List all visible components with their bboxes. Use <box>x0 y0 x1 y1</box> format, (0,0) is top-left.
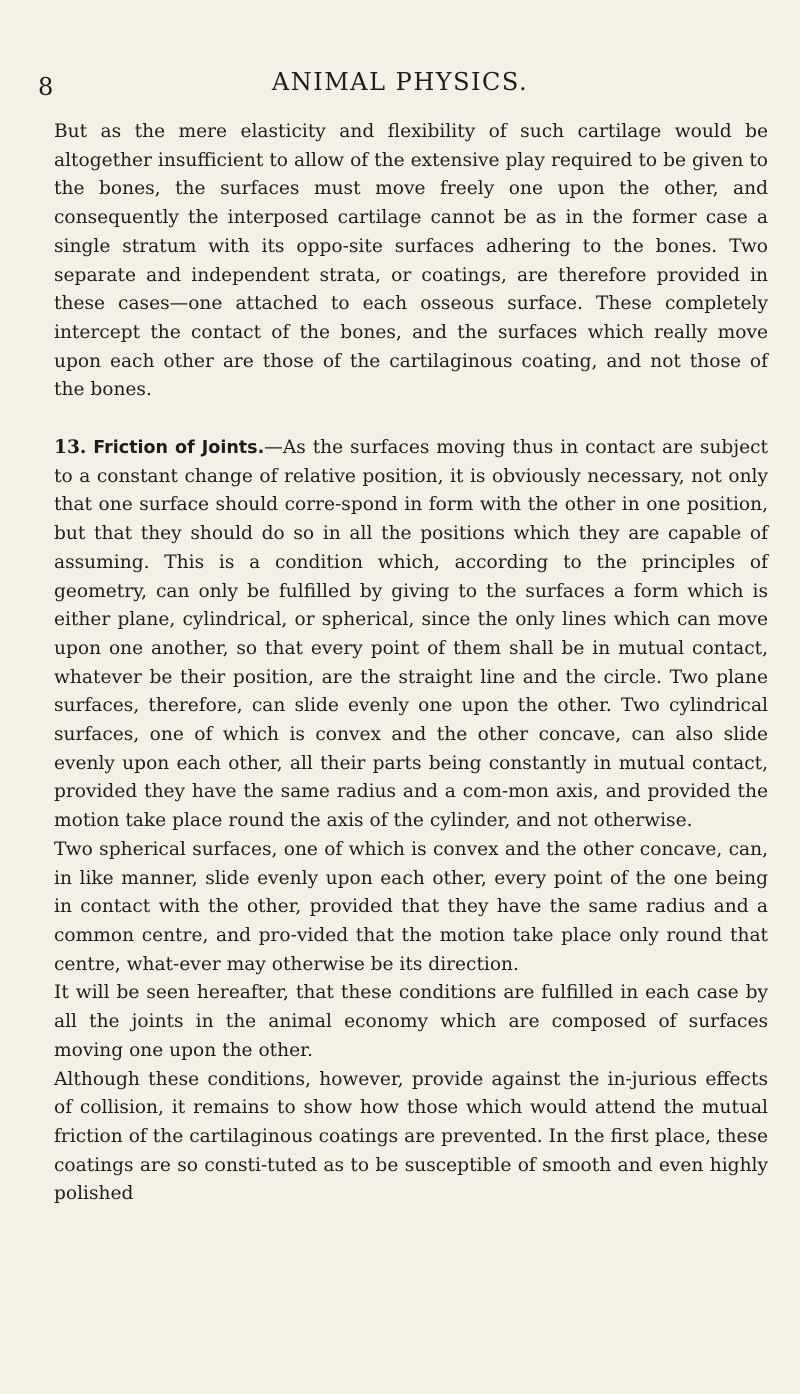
page-number: 8 <box>38 73 54 101</box>
section-title: Friction of Joints. <box>93 438 265 459</box>
running-title: ANIMAL PHYSICS. <box>271 68 529 96</box>
section-number: 13. <box>54 437 87 459</box>
section-text: —As the surfaces moving thus in contact are subject to a constant change of relative position, it is obviously necessary, not only that one surface should corre-spond in form with the other in one position, but that they should do so in all the positions which they are capable of assuming. This is a condition which, according to the principles of geometry, can only be fulfilled by giving to the surfaces a form which is either plane, cylindrical, or spherical, since the only lines which can move upon one another, so that every point of them shall be in mutual contact, whatever be their position, are the straight line and the circle. Two plane surfaces, therefore, can slide evenly one upon the other. Two cylindrical surfaces, one of which is convex and the other concave, can also slide evenly upon each other, all their parts being constantly in mutual contact, provided they have the same radius and a com-mon axis, and provided the motion take place round the axis of the cylinder, and not otherwise. <box>54 437 768 832</box>
page-body <box>54 118 768 1209</box>
paragraph: Although these conditions, however, provide against the in-jurious effects of collision, it remains to show how those which would attend the mutual friction of the cartilaginous coatings are prevented. In the first place, these coatings are so consti-tuted as to be susceptible of smooth and even highly polished <box>54 1068 768 1205</box>
paragraph: But as the mere elasticity and flexibility of such cartilage would be altogether insufficient to allow of the extensive play required to be given to the bones, the surfaces must move freely one upon the other, and consequently the interposed cartilage cannot be as in the former case a single stratum with its oppo-site surfaces adhering to the bones. Two separate and independent strata, or coatings, are therefore provided in these cases—one attached to each osseous surface. These completely intercept the contact of the bones, and the surfaces which really move upon each other are those of the cartilaginous coating, and not those of the bones. <box>54 121 768 401</box>
paragraph: It will be seen hereafter, that these conditions are fulfilled in each case by all the joints in the animal economy which are composed of surfaces moving one upon the other. <box>54 982 768 1061</box>
paragraph: Two spherical surfaces, one of which is convex and the other concave, can, in like manner, slide evenly upon each other, every point of the one being in contact with the other, provided that they have the same radius and a common centre, and pro-vided that the motion take place only round that centre, what-ever may otherwise be its direction. <box>54 838 768 975</box>
section-paragraph <box>54 434 768 836</box>
